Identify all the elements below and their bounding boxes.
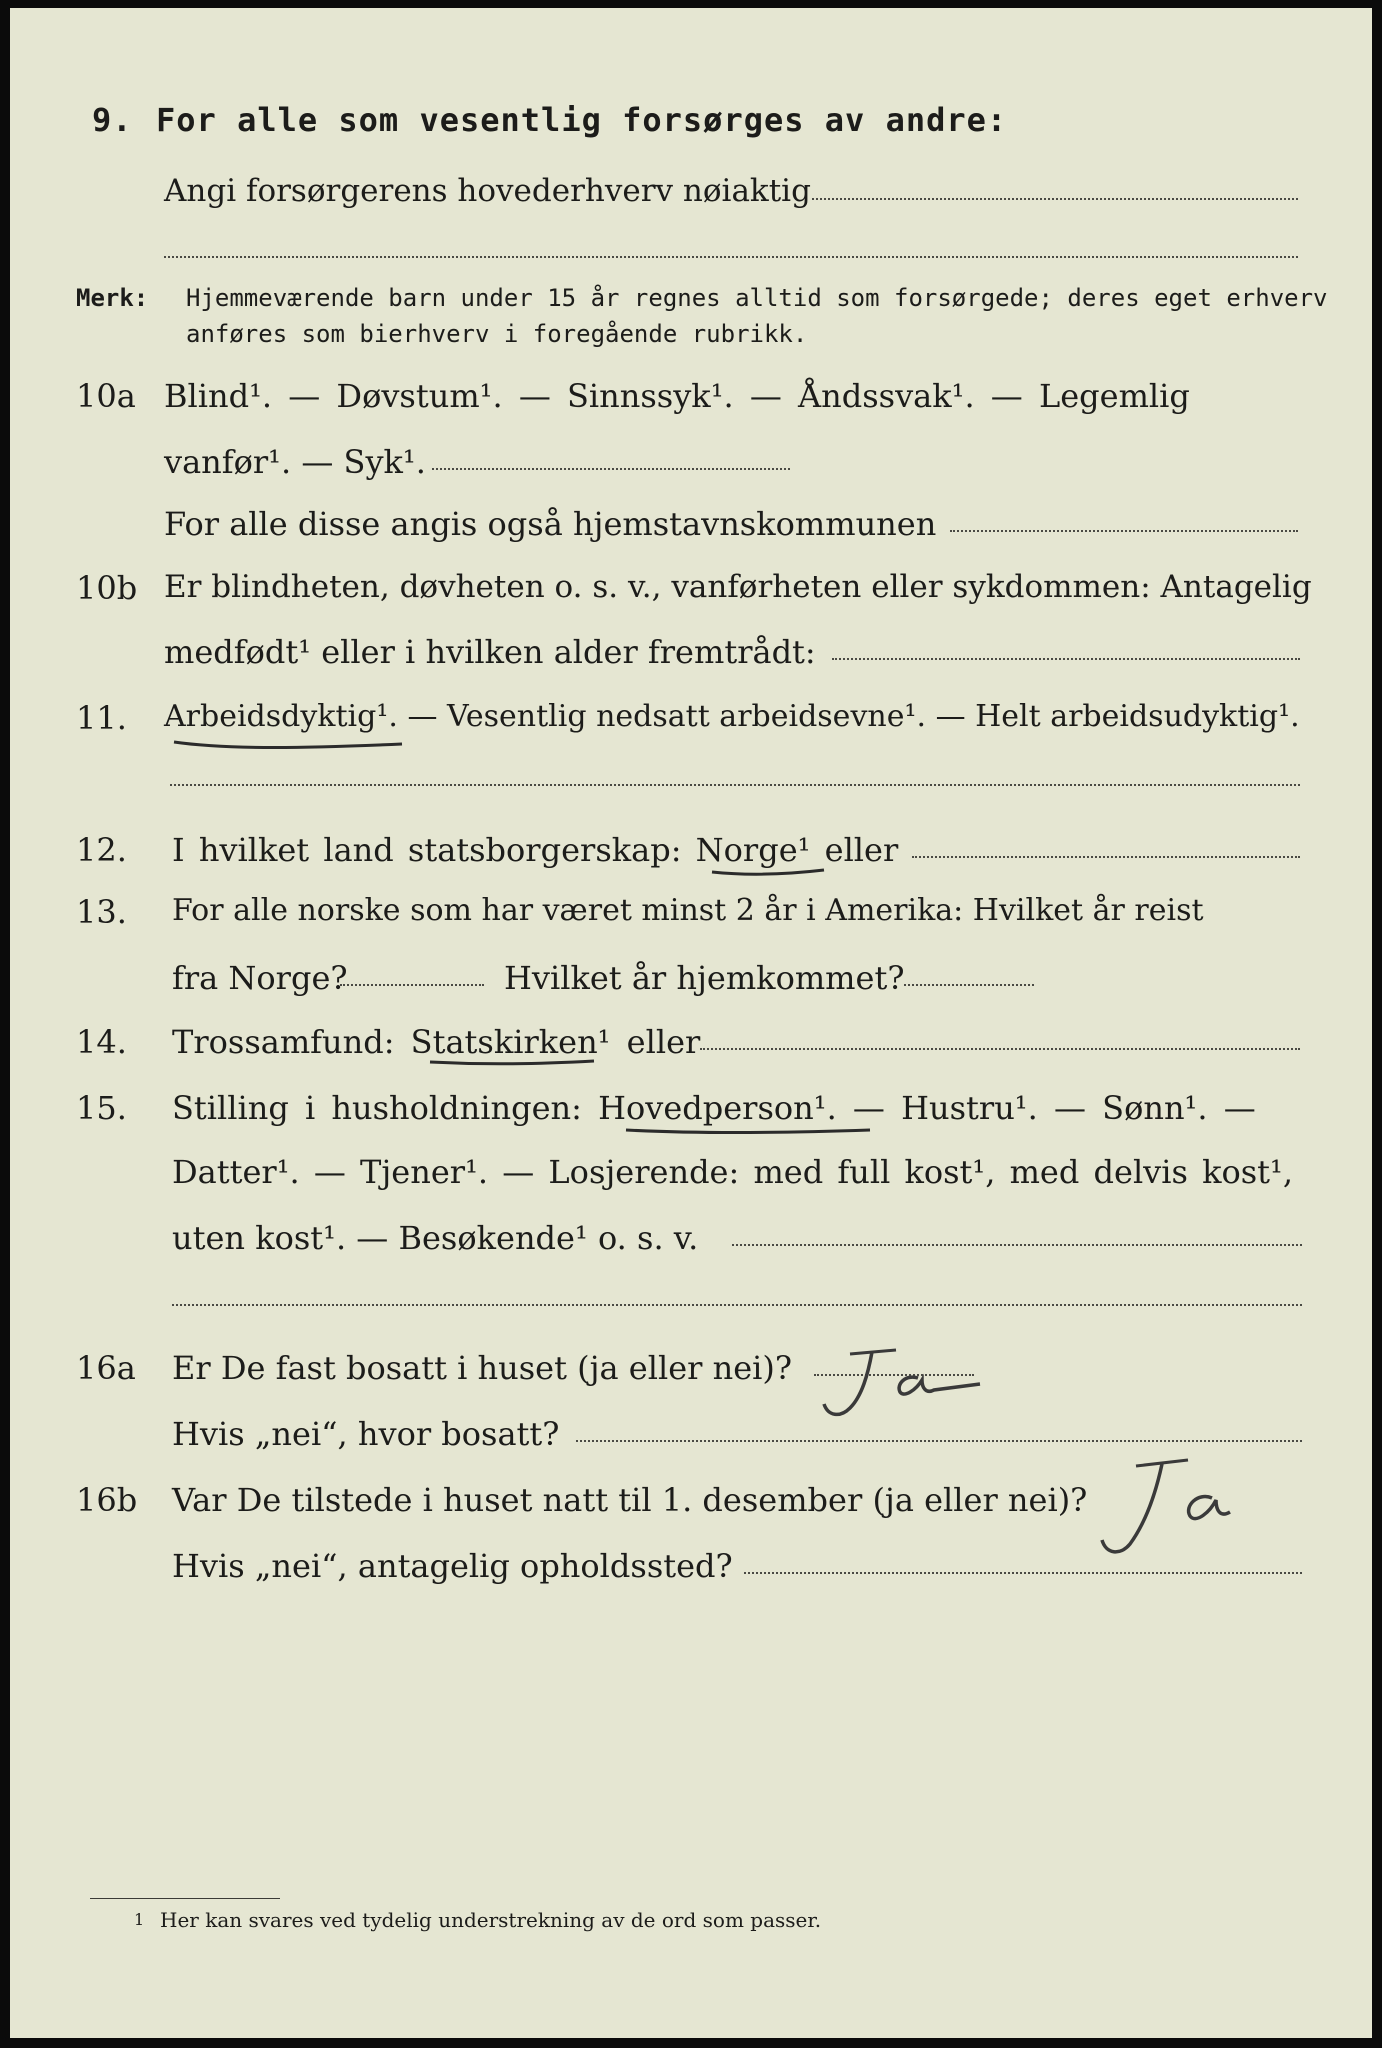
- item-10a-syk-line: [432, 468, 790, 470]
- item-15-number: 15.: [76, 1089, 127, 1127]
- item-9-extra-line: [164, 256, 1298, 258]
- item-12-number: 12.: [76, 831, 127, 869]
- item-10b-answer-line: [832, 658, 1300, 660]
- item-9-title: For alle som vesentlig forsørges av andre:: [156, 101, 1008, 139]
- item-16a-line-1: Er De fast bosatt i huset (ja eller nei)?: [172, 1349, 793, 1387]
- arbeidsdyktig-underline: [170, 730, 410, 752]
- item-16a-bosatt-line: [576, 1440, 1302, 1442]
- norge-underline: [710, 862, 830, 880]
- statskirken-underline: [428, 1054, 598, 1070]
- item-15-answer-line: [732, 1244, 1302, 1246]
- item-10b-number: 10b: [76, 569, 138, 607]
- item-16b-opholdssted-line: [744, 1572, 1302, 1574]
- merk-line-1: Hjemmeværende barn under 15 år regnes alltid som forsørgede; deres eget erhverv: [186, 284, 1328, 312]
- item-13-line-1: For alle norske som har været minst 2 år i Amerika: Hvilket år reist: [172, 893, 1204, 928]
- item-15-extra-line: [172, 1304, 1302, 1306]
- item-10a-line-1: Blind¹. — Døvstum¹. — Sinnssyk¹. — Åndssvak¹. — Legemlig: [164, 377, 1190, 415]
- item-16b-number: 16b: [76, 1481, 138, 1519]
- item-14-number: 14.: [76, 1023, 127, 1061]
- item-16b-line-2: Hvis „nei“, antagelig opholdssted?: [172, 1547, 733, 1585]
- item-11-number: 11.: [76, 699, 127, 737]
- item-14-answer-line: [700, 1048, 1300, 1050]
- footnote-rule: [90, 1898, 280, 1899]
- item-13-line-2b: Hvilket år hjemkommet?: [504, 959, 905, 997]
- item-9-answer-line: [812, 198, 1298, 200]
- item-11-line-1: Arbeidsdyktig¹. — Vesentlig nedsatt arbeidsevne¹. — Helt arbeidsudyktig¹.: [164, 699, 1300, 734]
- item-9-number: 9.: [92, 101, 133, 139]
- item-16a-line-2: Hvis „nei“, hvor bosatt?: [172, 1415, 560, 1453]
- item-10a-line-2: vanfør¹. — Syk¹.: [164, 443, 426, 481]
- merk-label: Merk:: [76, 284, 149, 312]
- item-12-answer-line: [912, 856, 1300, 858]
- item-15-line-2: Datter¹. — Tjener¹. — Losjerende: med full kost¹, med delvis kost¹,: [172, 1153, 1294, 1191]
- item-13-number: 13.: [76, 893, 127, 931]
- item-10b-line-1: Er blindheten, døvheten o. s. v., vanførheten eller sykdommen: Antagelig: [164, 569, 1312, 605]
- footnote-mark: 1: [134, 1910, 145, 1929]
- item-10a-kommune-line: [950, 530, 1298, 532]
- item-9-prompt: Angi forsørgerens hovederhverv nøiaktig: [164, 173, 811, 209]
- census-form-page: [10, 8, 1372, 2038]
- item-16a-number: 16a: [76, 1349, 136, 1387]
- item-13-line-2a: fra Norge?: [172, 959, 348, 997]
- footnote-text: Her kan svares ved tydelig understrekning av de ord som passer.: [160, 1908, 822, 1932]
- item-16b-handwritten-answer: [1080, 1452, 1280, 1572]
- item-14-line-1: Trossamfund: Statskirken¹ eller: [172, 1023, 701, 1061]
- item-16a-handwritten-answer: [810, 1344, 990, 1428]
- item-15-line-3: uten kost¹. — Besøkende¹ o. s. v.: [172, 1219, 699, 1257]
- item-12-line-1: I hvilket land statsborgerskap: Norge¹ eller: [172, 831, 899, 869]
- item-13-hjem-line: [904, 984, 1034, 986]
- item-13-reist-line: [340, 984, 484, 986]
- item-10a-line-3: For alle disse angis også hjemstavnskommunen: [164, 505, 937, 543]
- item-15-line-1: Stilling i husholdningen: Hovedperson¹. — Hustru¹. — Sønn¹. —: [172, 1089, 1256, 1127]
- item-10a-number: 10a: [76, 377, 136, 415]
- item-11-extra-line: [170, 784, 1300, 786]
- item-10b-line-2: medfødt¹ eller i hvilken alder fremtrådt:: [164, 633, 816, 671]
- merk-line-2: anføres som bierhverv i foregående rubrikk.: [186, 320, 808, 348]
- item-16b-line-1: Var De tilstede i huset natt til 1. desember (ja eller nei)?: [172, 1481, 1088, 1519]
- hovedperson-underline: [624, 1120, 874, 1140]
